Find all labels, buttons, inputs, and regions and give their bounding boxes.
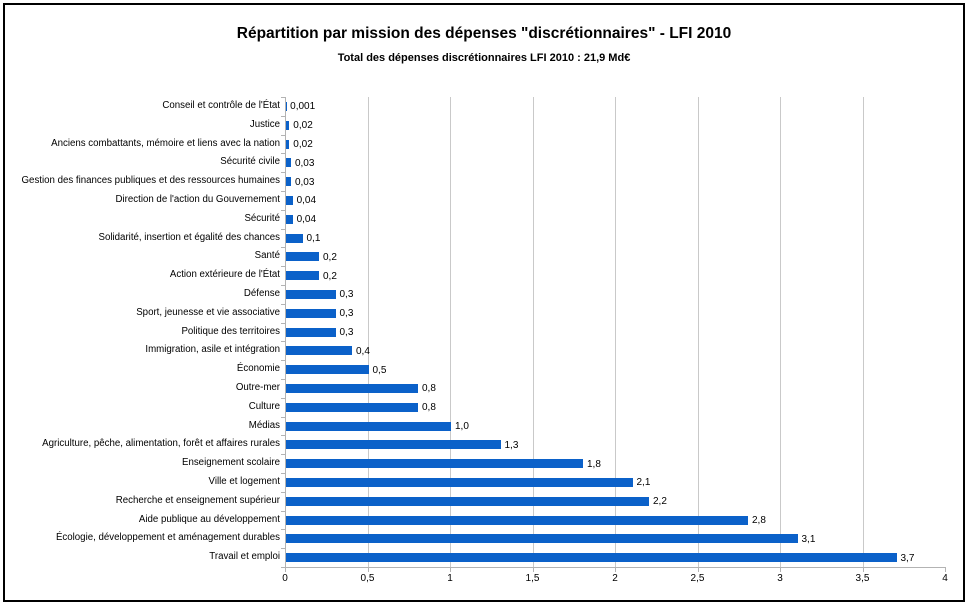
- category-label: Anciens combattants, mémoire et liens avec la nation: [51, 137, 280, 149]
- value-label: 3,7: [900, 552, 915, 564]
- value-label: 0,2: [323, 270, 337, 282]
- bar: [286, 459, 583, 468]
- value-axis-tick-label: 2: [612, 573, 618, 584]
- value-axis-tick: [615, 567, 616, 572]
- category-axis-tick: [281, 567, 285, 568]
- gridline: [698, 97, 699, 567]
- value-label: 2,2: [653, 496, 667, 508]
- value-axis-tick-label: 1: [447, 573, 453, 584]
- bar: [286, 196, 293, 205]
- value-axis-tick-label: 3,5: [855, 573, 870, 584]
- bar: [286, 440, 501, 449]
- category-label: Médias: [248, 419, 280, 431]
- bar: [286, 309, 336, 318]
- bar: [286, 121, 289, 130]
- category-axis-tick: [281, 97, 285, 98]
- category-axis-tick: [281, 473, 285, 474]
- value-label: 0,04: [296, 214, 317, 226]
- category-axis-tick: [281, 229, 285, 230]
- gridline: [780, 97, 781, 567]
- chart-title: Répartition par mission des dépenses "discrétionnaires" - LFI 2010: [236, 25, 732, 42]
- bar: [286, 140, 289, 149]
- category-axis-tick: [281, 454, 285, 455]
- plot-area: [285, 97, 945, 567]
- category-axis-tick: [281, 548, 285, 549]
- category-axis-tick: [281, 492, 285, 493]
- value-axis-tick: [285, 567, 286, 572]
- value-label: 0,03: [294, 176, 315, 188]
- category-label: Santé: [254, 250, 280, 262]
- category-label: Conseil et contrôle de l'État: [162, 100, 280, 111]
- category-axis-tick: [281, 172, 285, 173]
- value-axis-tick: [780, 567, 781, 572]
- value-axis-tick-label: 2,5: [690, 573, 705, 584]
- value-axis-tick: [368, 567, 369, 572]
- category-axis-tick: [281, 285, 285, 286]
- bar: [286, 478, 633, 487]
- value-label: 0,3: [339, 327, 354, 338]
- value-label: 1,0: [455, 421, 469, 432]
- bar: [286, 346, 352, 355]
- category-label: Politique des territoires: [181, 325, 280, 337]
- gridline: [863, 97, 864, 567]
- category-label: Outre-mer: [235, 382, 280, 393]
- category-axis-labels: [13, 97, 280, 567]
- value-axis-tick: [698, 567, 699, 572]
- value-label: 0,02: [293, 139, 313, 150]
- bar: [286, 271, 319, 280]
- category-label: Recherche et enseignement supérieur: [115, 494, 280, 506]
- value-label: 0,3: [339, 289, 354, 301]
- chart-frame: [3, 3, 965, 602]
- category-label: Sécurité: [244, 212, 280, 224]
- value-label: 0,5: [372, 364, 387, 376]
- value-label: 0,3: [339, 308, 354, 320]
- bar: [286, 252, 319, 261]
- value-label: 0,03: [294, 157, 315, 169]
- category-label: Justice: [249, 118, 280, 130]
- bar: [286, 234, 303, 243]
- category-label: Aide publique au développement: [138, 513, 280, 525]
- value-label: 0,02: [293, 120, 313, 132]
- chart-subtitle: Total des dépenses discrétionnaires LFI 2010 : 21,9 Md€: [337, 52, 631, 64]
- category-axis-tick: [281, 417, 285, 418]
- value-label: 0,04: [296, 195, 317, 207]
- category-axis-tick: [281, 435, 285, 436]
- bar: [286, 290, 336, 299]
- value-label: 0,1: [306, 233, 321, 244]
- value-label: 0,001: [290, 101, 316, 113]
- category-label: Agriculture, pêche, alimentation, forêt et affaires rurales: [42, 438, 280, 450]
- category-label: Défense: [243, 288, 280, 299]
- category-label: Solidarité, insertion et égalité des chances: [98, 231, 280, 243]
- category-label: Économie: [236, 363, 280, 375]
- value-axis-tick: [533, 567, 534, 572]
- category-axis-tick: [281, 398, 285, 399]
- bar: [286, 403, 418, 412]
- bar: [286, 328, 336, 337]
- category-axis-tick: [281, 529, 285, 530]
- value-axis-tick: [863, 567, 864, 572]
- category-label: Action extérieure de l'État: [169, 269, 280, 281]
- value-axis-tick-label: 1,5: [525, 573, 540, 584]
- category-label: Sport, jeunesse et vie associative: [136, 306, 280, 318]
- category-axis-tick: [281, 360, 285, 361]
- category-label: Sécurité civile: [220, 156, 280, 168]
- category-axis-tick: [281, 116, 285, 117]
- category-axis-tick: [281, 323, 285, 324]
- value-axis-tick-label: 3: [777, 573, 783, 584]
- value-axis-tick-label: 4: [942, 573, 948, 584]
- category-label: Immigration, asile et intégration: [145, 344, 280, 356]
- category-axis-tick: [281, 266, 285, 267]
- value-label: 2,1: [636, 477, 651, 489]
- bar: [286, 553, 897, 562]
- bar: [286, 365, 369, 374]
- bar: [286, 215, 293, 224]
- value-label: 3,1: [801, 533, 816, 545]
- value-label: 0,2: [323, 251, 337, 263]
- value-axis-tick-label: 0,5: [360, 573, 375, 584]
- bar: [286, 534, 798, 543]
- category-axis-tick: [281, 153, 285, 154]
- bar: [286, 497, 649, 506]
- category-axis-tick: [281, 341, 285, 342]
- value-label: 1,3: [504, 439, 519, 451]
- value-axis-tick-label: 0: [282, 573, 288, 584]
- category-label: Ville et logement: [208, 476, 280, 487]
- category-label: Travail et emploi: [209, 551, 280, 563]
- value-label: 0,8: [422, 383, 436, 395]
- category-axis-tick: [281, 210, 285, 211]
- category-label: Gestion des finances publiques et des ressources humaines: [21, 175, 280, 187]
- value-label: 0,8: [422, 402, 436, 414]
- category-axis-tick: [281, 511, 285, 512]
- value-label: 2,8: [752, 515, 766, 526]
- value-axis-tick: [450, 567, 451, 572]
- bar: [286, 177, 291, 186]
- category-axis-tick: [281, 247, 285, 248]
- category-axis-tick: [281, 379, 285, 380]
- category-label: Direction de l'action du Gouvernement: [115, 194, 280, 205]
- value-label: 0,4: [356, 345, 370, 357]
- bar: [286, 384, 418, 393]
- category-axis-tick: [281, 135, 285, 136]
- bar: [286, 158, 291, 167]
- category-label: Culture: [248, 400, 280, 412]
- bar: [286, 516, 748, 525]
- category-label: Enseignement scolaire: [181, 457, 280, 469]
- value-label: 1,8: [587, 458, 601, 470]
- category-label: Écologie, développement et aménagement durables: [55, 532, 280, 544]
- category-axis-tick: [281, 304, 285, 305]
- bar: [286, 422, 451, 431]
- value-axis-tick: [945, 567, 946, 572]
- category-axis-tick: [281, 191, 285, 192]
